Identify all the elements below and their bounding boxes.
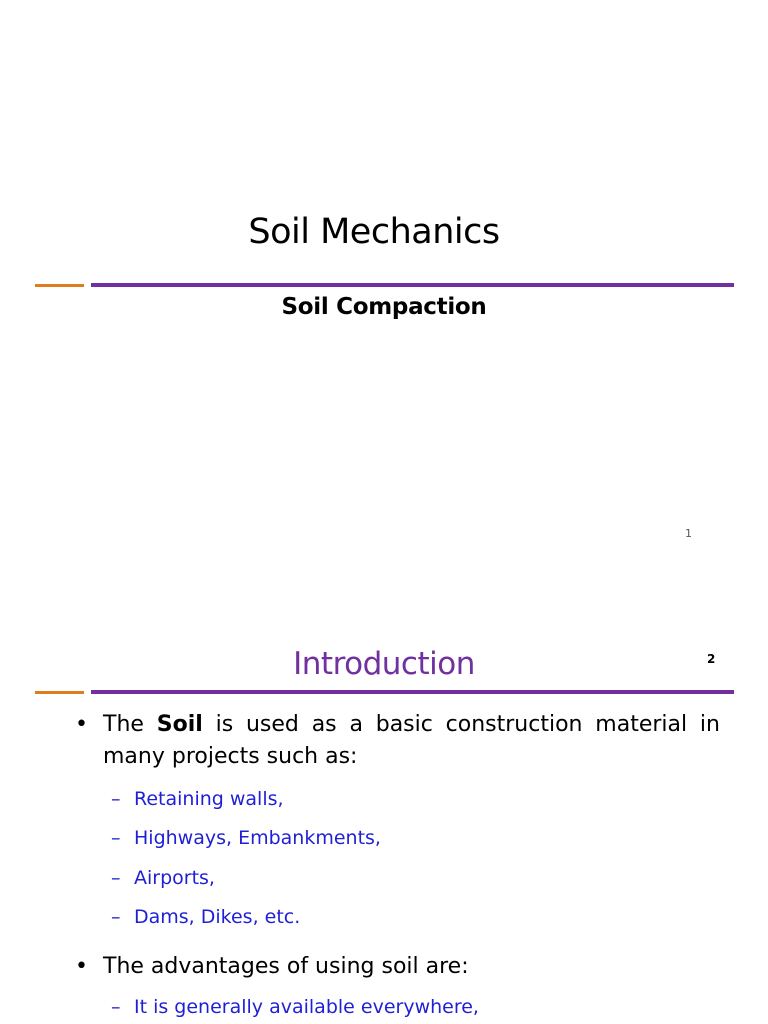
bullet-dot-icon: • xyxy=(75,954,88,979)
slide-title: Soil Mechanics xyxy=(248,212,500,252)
dash-icon: – xyxy=(111,906,121,928)
content-slide xyxy=(0,610,768,1024)
bullet-line: many projects such as: xyxy=(103,744,358,769)
orange-accent-bar xyxy=(35,691,84,694)
orange-accent-bar xyxy=(35,284,84,287)
sub-list-item: – Retaining walls, xyxy=(111,788,284,810)
bullet-text xyxy=(103,709,720,773)
purple-divider-line xyxy=(91,283,734,287)
sub-list-item: – Highways, Embankments, xyxy=(111,827,381,849)
slide-subtitle: Soil Compaction xyxy=(281,294,487,320)
dash-icon: – xyxy=(111,827,121,849)
page-number: 1 xyxy=(685,527,692,540)
dash-icon: – xyxy=(111,788,121,810)
bullet-line: The Soil is used as a basic construction material in xyxy=(103,712,720,737)
bullet-dot-icon: • xyxy=(75,712,88,737)
dash-icon: – xyxy=(111,996,121,1018)
page-number: 2 xyxy=(707,652,716,666)
bullet-item xyxy=(75,951,720,983)
slide-title: Introduction xyxy=(293,646,475,682)
bullet-text: The advantages of using soil are: xyxy=(103,954,469,979)
bullet-item xyxy=(75,709,720,773)
sub-list-item: – It is generally available everywhere, xyxy=(111,996,479,1018)
purple-divider-line xyxy=(91,690,734,694)
bold-term: Soil xyxy=(156,712,203,737)
dash-icon: – xyxy=(111,867,121,889)
sub-list-item: – Dams, Dikes, etc. xyxy=(111,906,301,928)
sub-list-item: – Airports, xyxy=(111,867,215,889)
